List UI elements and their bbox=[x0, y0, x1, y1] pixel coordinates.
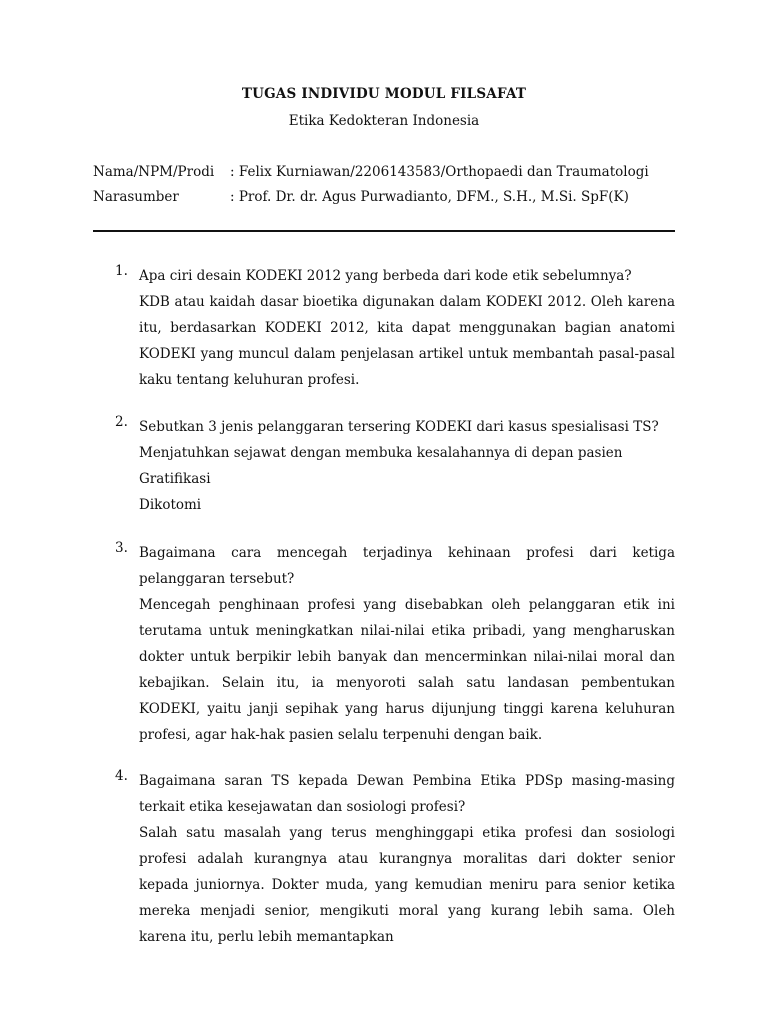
header-divider bbox=[93, 230, 675, 232]
answer-text: Salah satu masalah yang terus menghinggapi etika profesi dan sosiologi profesi adalah kurangnya atau kurangnya moralitas dari dokter senior kepada juniornya. Dokter muda, yang kemudian meniru para senior ketika mereka menjadi senior, mengikuti moral yang kurang lebih sama. Oleh karena itu, perlu lebih memantapkan bbox=[139, 825, 675, 945]
question-item-4 bbox=[93, 768, 675, 950]
question-item-2 bbox=[93, 414, 675, 518]
meta-row-name bbox=[93, 164, 649, 180]
meta-label: Nama/NPM/Prodi bbox=[93, 164, 215, 180]
answer-text: KDB atau kaidah dasar bioetika digunakan dalam KODEKI 2012. Oleh karena itu, berdasarkan KODEKI 2012, kita dapat menggunakan bagian anatomi KODEKI yang muncul dalam penjelasan artikel untuk membantah pasal-pasal kaku tentang keluhuran profesi. bbox=[139, 294, 675, 388]
question-item-3 bbox=[93, 540, 675, 748]
answer-line: Gratifikasi bbox=[139, 471, 211, 487]
answer-line: Menjatuhkan sejawat dengan membuka kesalahannya di depan pasien bbox=[139, 445, 623, 461]
document-subtitle: Etika Kedokteran Indonesia bbox=[288, 113, 480, 129]
question-number: 3. bbox=[115, 540, 128, 556]
question-number: 4. bbox=[115, 768, 128, 784]
document-title: TUGAS INDIVIDU MODUL FILSAFAT bbox=[241, 86, 527, 102]
question-text: Sebutkan 3 jenis pelanggaran tersering KODEKI dari kasus spesialisasi TS? bbox=[139, 419, 659, 435]
question-number: 2. bbox=[115, 414, 128, 430]
question-item-1 bbox=[93, 263, 675, 393]
question-text: Bagaimana cara mencegah terjadinya kehinaan profesi dari ketiga pelanggaran tersebut? bbox=[139, 545, 675, 587]
answer-text: Mencegah penghinaan profesi yang disebabkan oleh pelanggaran etik ini terutama untuk meningkatkan nilai-nilai etika pribadi, yang mengharuskan dokter untuk berpikir lebih banyak dan mencerminkan nilai-nilai moral dan kebajikan. Selain itu, ia menyoroti salah satu landasan pembentukan KODEKI, yaitu janji sepihak yang harus dijunjung tinggi karena keluhuran profesi, agar hak-hak pasien selalu terpenuhi dengan baik. bbox=[139, 597, 675, 743]
answer-line: Dikotomi bbox=[139, 497, 202, 513]
question-number: 1. bbox=[115, 263, 128, 279]
meta-value: : Felix Kurniawan/2206143583/Orthopaedi dan Traumatologi bbox=[230, 164, 649, 180]
meta-row-source bbox=[93, 189, 629, 205]
question-text: Bagaimana saran TS kepada Dewan Pembina Etika PDSp masing-masing terkait etika kesejawatan dan sosiologi profesi? bbox=[139, 773, 675, 815]
meta-label: Narasumber bbox=[93, 189, 179, 205]
meta-value: : Prof. Dr. dr. Agus Purwadianto, DFM., S.H., M.Si. SpF(K) bbox=[230, 189, 629, 205]
question-text: Apa ciri desain KODEKI 2012 yang berbeda dari kode etik sebelumnya? bbox=[139, 268, 632, 284]
